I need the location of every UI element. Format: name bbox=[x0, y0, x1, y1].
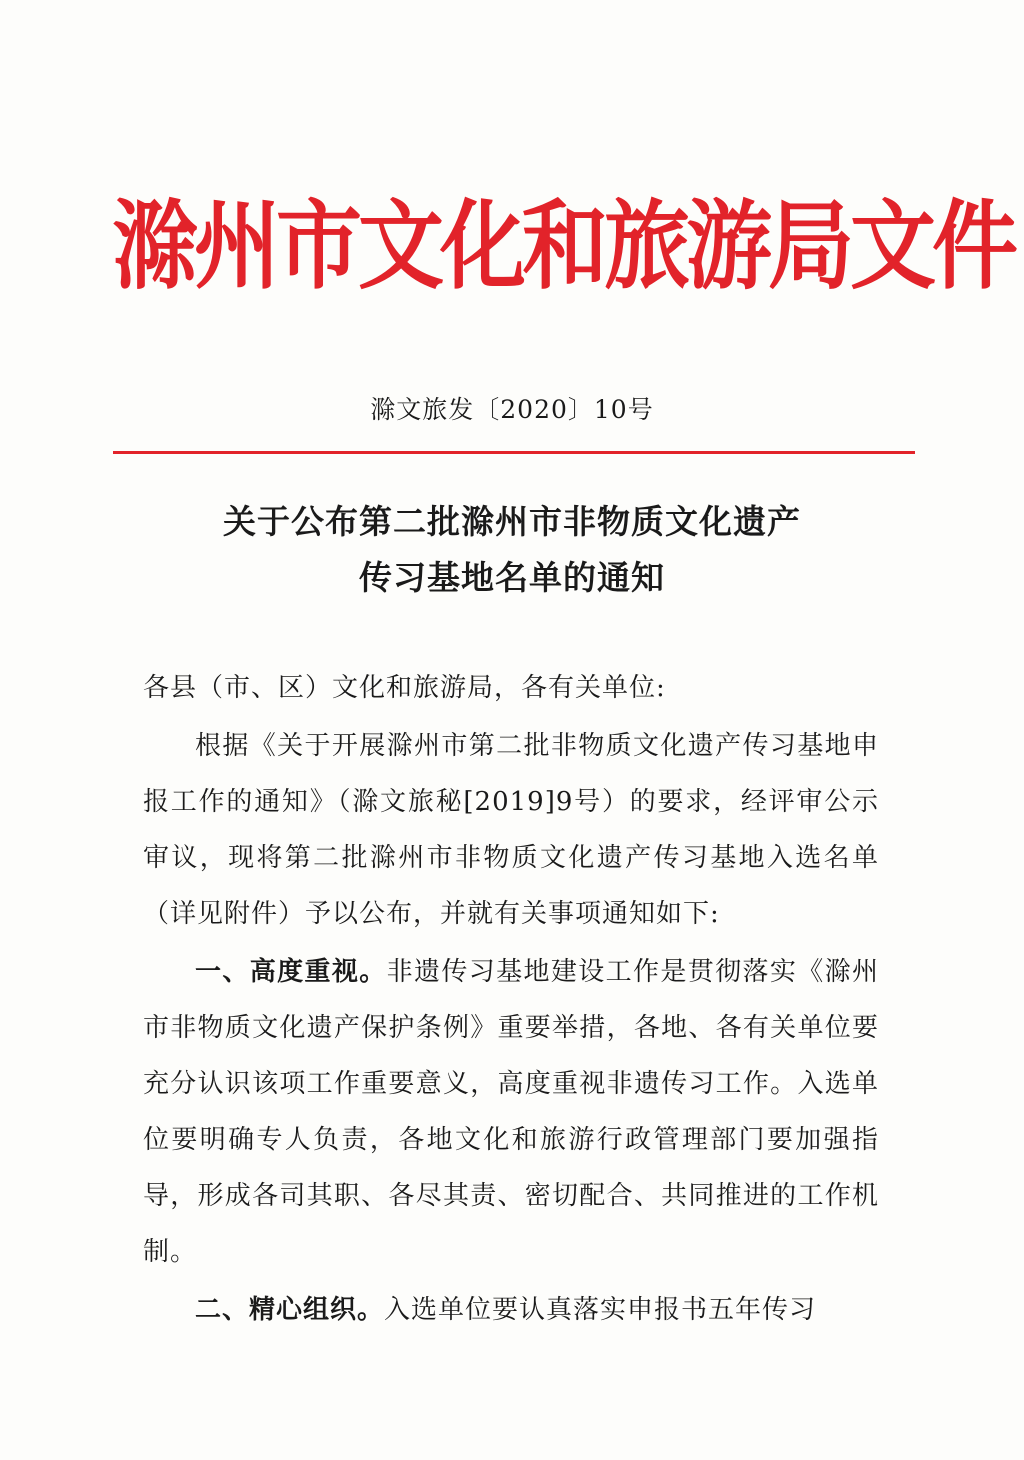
body-item-2 bbox=[143, 1282, 879, 1338]
item-2-heading: 二、精心组织。 bbox=[195, 1295, 385, 1325]
notice-title bbox=[0, 494, 1024, 606]
body-item-1 bbox=[143, 944, 879, 1280]
salutation: 各县（市、区）文化和旅游局，各有关单位: bbox=[143, 673, 666, 703]
notice-body bbox=[143, 660, 879, 1340]
agency-file-header: 滁州市文化和旅游局文件 bbox=[112, 191, 1014, 303]
item-1-text: 非遗传习基地建设工作是贯彻落实《滁州市非物质文化遗产保护条例》重要举措，各地、各有关单位要充分认识该项工作重要意义，高度重视非遗传习工作。入选单位要明确专人负责，各地文化和旅游行政管理部门要加强指导，形成各司其职、各尽其责、密切配合、共同推进的工作机制。 bbox=[143, 957, 879, 1267]
red-divider-rule bbox=[113, 451, 915, 454]
item-1-heading: 一、高度重视。 bbox=[195, 957, 387, 987]
item-2-text: 入选单位要认真落实申报书五年传习 bbox=[384, 1295, 817, 1325]
document-number: 滁文旅发〔2020〕10号 bbox=[370, 395, 654, 424]
notice-title-line-2: 传习基地名单的通知 bbox=[359, 558, 665, 597]
body-paragraph-1: 根据《关于开展滁州市第二批非物质文化遗产传习基地申报工作的通知》（滁文旅秘[2019]9号）的要求，经评审公示审议，现将第二批滁州市非物质文化遗产传习基地入选名单（详见附件）予以公布，并就有关事项通知如下: bbox=[143, 731, 879, 929]
notice-title-line-1: 关于公布第二批滁州市非物质文化遗产 bbox=[223, 502, 801, 541]
